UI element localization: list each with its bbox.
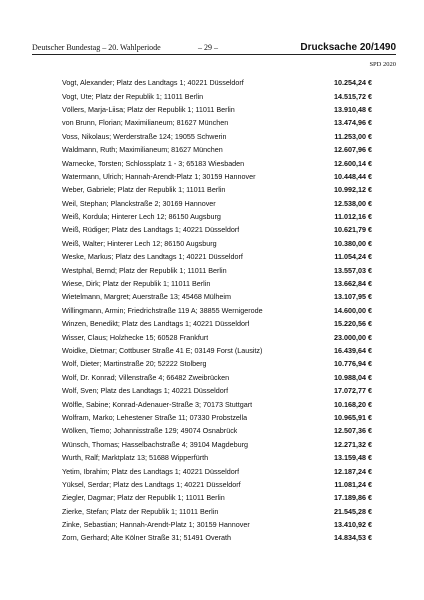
table-row [62, 210, 372, 223]
table-row [62, 290, 372, 303]
donation-amount: 10.448,44 € [334, 171, 372, 181]
donor-name-address: Wölken, Tiemo; Johannisstraße 129; 49074 Osnabrück [62, 426, 238, 436]
donor-name-address: Yüksel, Serdar; Platz des Landtags 1; 40221 Düsseldorf [62, 479, 241, 489]
donation-amount: 15.220,56 € [334, 319, 372, 329]
donor-name-address: Wölfle, Sabine; Konrad-Adenauer-Straße 3; 70173 Stuttgart [62, 399, 253, 409]
donor-name-address: Voss, Nikolaus; Werderstraße 124; 19055 Schwerin [62, 131, 227, 141]
donor-name-address: Wünsch, Thomas; Hasselbachstraße 4; 39104 Magdeburg [62, 439, 249, 449]
donor-name-address: Warnecke, Torsten; Schlossplatz 1 - 3; 65183 Wiesbaden [62, 158, 245, 168]
donation-amount: 12.271,32 € [334, 439, 372, 449]
table-row [62, 505, 372, 518]
table-row [62, 130, 372, 143]
donor-name-address: Weiß, Walter; Hinterer Lech 12; 86150 Augsburg [62, 238, 217, 248]
table-row [62, 304, 372, 317]
donor-name-address: Völlers, Marja-Liisa; Platz der Republik 1; 11011 Berlin [62, 104, 235, 114]
table-row [62, 384, 372, 397]
donation-amount: 12.607,96 € [334, 145, 372, 155]
donation-amount: 13.557,03 € [334, 265, 372, 275]
donation-amount: 10.992,12 € [334, 185, 372, 195]
table-row [62, 116, 372, 129]
donor-name-address: von Brunn, Florian; Maximilianeum; 81627 München [62, 118, 229, 128]
table-row [62, 76, 372, 89]
table-row [62, 183, 372, 196]
table-row [62, 438, 372, 451]
table-row [62, 344, 372, 357]
donation-amount: 17.072,77 € [334, 386, 372, 396]
donation-amount: 14.834,53 € [334, 533, 372, 543]
donation-amount: 10.621,79 € [334, 225, 372, 235]
donation-amount: 23.000,00 € [334, 332, 372, 342]
donor-name-address: Weiß, Rüdiger; Platz des Landtags 1; 40221 Düsseldorf [62, 225, 240, 235]
donor-name-address: Weber, Gabriele; Platz der Republik 1; 11011 Berlin [62, 185, 226, 195]
donor-name-address: Wurth, Ralf; Marktplatz 13; 51688 Wipperfürth [62, 453, 209, 463]
donations-table [62, 76, 372, 545]
table-row [62, 263, 372, 276]
table-row [62, 491, 372, 504]
donor-name-address: Zinke, Sebastian; Hannah-Arendt-Platz 1; 30159 Hannover [62, 520, 250, 530]
table-row [62, 397, 372, 410]
table-row [62, 103, 372, 116]
donation-amount: 12.538,00 € [334, 198, 372, 208]
donor-name-address: Westphal, Bernd; Platz der Republik 1; 11011 Berlin [62, 265, 227, 275]
table-row [62, 250, 372, 263]
table-row [62, 330, 372, 343]
donation-amount: 12.507,36 € [334, 426, 372, 436]
table-row [62, 424, 372, 437]
donation-amount: 13.159,48 € [334, 453, 372, 463]
donor-name-address: Weil, Stephan; Planckstraße 2; 30169 Hannover [62, 198, 216, 208]
donor-name-address: Wiese, Dirk; Platz der Republik 1; 11011 Berlin [62, 279, 211, 289]
donor-name-address: Woidke, Dietmar; Cottbuser Straße 41 E; 03149 Forst (Lausitz) [62, 346, 263, 355]
table-row [62, 518, 372, 531]
table-row [62, 411, 372, 424]
donation-amount: 11.054,24 € [334, 252, 372, 262]
table-row [62, 143, 372, 156]
donor-name-address: Zorn, Gerhard; Alte Kölner Straße 31; 51491 Overath [62, 533, 231, 543]
table-row [62, 451, 372, 464]
table-row [62, 357, 372, 370]
table-row [62, 371, 372, 384]
donation-amount: 11.081,24 € [334, 479, 372, 489]
donation-amount: 10.776,94 € [334, 359, 372, 369]
table-row [62, 317, 372, 330]
donor-name-address: Wolfram, Marko; Lehestener Straße 11; 07330 Probstzella [62, 412, 248, 422]
page-number: – 29 – [198, 43, 218, 52]
donation-amount: 11.012,16 € [334, 212, 372, 222]
donor-name-address: Watermann, Ulrich; Hannah-Arendt-Platz 1; 30159 Hannover [62, 171, 256, 181]
donation-amount: 14.600,00 € [334, 305, 372, 315]
donation-amount: 12.187,24 € [334, 466, 372, 476]
table-row [62, 464, 372, 477]
table-row [62, 478, 372, 491]
party-year-label: SPD 2020 [369, 61, 396, 68]
donor-name-address: Wolf, Dieter; Martinstraße 20; 52222 Stolberg [62, 359, 207, 369]
document-number: Drucksache 20/1490 [300, 42, 396, 53]
table-row [62, 89, 372, 102]
page-header [32, 40, 396, 55]
donor-name-address: Vogt, Ute; Platz der Republik 1; 11011 Berlin [62, 91, 204, 101]
donor-name-address: Winzen, Benedikt; Platz des Landtags 1; 40221 Düsseldorf [62, 319, 250, 329]
table-row [62, 197, 372, 210]
donation-amount: 17.189,86 € [334, 493, 372, 503]
donation-amount: 13.910,48 € [334, 104, 372, 114]
donor-name-address: Weiß, Kordula; Hinterer Lech 12; 86150 Augsburg [62, 212, 221, 222]
donor-name-address: Ziegler, Dagmar; Platz der Republik 1; 11011 Berlin [62, 493, 225, 503]
donation-amount: 13.474,96 € [334, 118, 372, 128]
donor-name-address: Yetim, Ibrahim; Platz des Landtags 1; 40221 Düsseldorf [62, 466, 240, 476]
donor-name-address: Wietelmann, Margret; Auerstraße 13; 45468 Mülheim [62, 292, 231, 302]
table-row [62, 277, 372, 290]
donor-name-address: Willingmann, Armin; Friedrichstraße 119 A; 38855 Wernigerode [62, 305, 263, 315]
table-row [62, 531, 372, 544]
donation-amount: 11.253,00 € [334, 131, 372, 141]
table-row [62, 170, 372, 183]
donor-name-address: Wolf, Dr. Konrad; Villenstraße 4; 66482 Zweibrücken [62, 372, 230, 382]
donation-amount: 10.168,20 € [334, 399, 372, 409]
donation-amount: 10.254,24 € [334, 78, 372, 88]
donation-amount: 13.410,92 € [334, 520, 372, 530]
donation-amount: 13.662,84 € [334, 279, 372, 289]
donation-amount: 10.988,04 € [334, 372, 372, 382]
donor-name-address: Zierke, Stefan; Platz der Republik 1; 11011 Berlin [62, 506, 219, 516]
table-row [62, 237, 372, 250]
donor-name-address: Wisser, Claus; Holzhecke 15; 60528 Frankfurt [62, 332, 209, 342]
table-row [62, 223, 372, 236]
table-row [62, 156, 372, 169]
header-publication: Deutscher Bundestag – 20. Wahlperiode [32, 43, 161, 52]
donation-amount: 10.965,91 € [334, 412, 372, 422]
donation-amount: 16.439,64 € [334, 346, 372, 355]
donor-name-address: Weske, Markus; Platz des Landtags 1; 40221 Düsseldorf [62, 252, 243, 262]
donation-amount: 12.600,14 € [334, 158, 372, 168]
donation-amount: 10.380,00 € [334, 238, 372, 248]
donor-name-address: Wolf, Sven; Platz des Landtags 1; 40221 Düsseldorf [62, 386, 229, 396]
donation-amount: 14.515,72 € [334, 91, 372, 101]
donation-amount: 21.545,28 € [334, 506, 372, 516]
donor-name-address: Waldmann, Ruth; Maximilianeum; 81627 München [62, 145, 223, 155]
donor-name-address: Vogt, Alexander; Platz des Landtags 1; 40221 Düsseldorf [62, 78, 244, 88]
donation-amount: 13.107,95 € [334, 292, 372, 302]
